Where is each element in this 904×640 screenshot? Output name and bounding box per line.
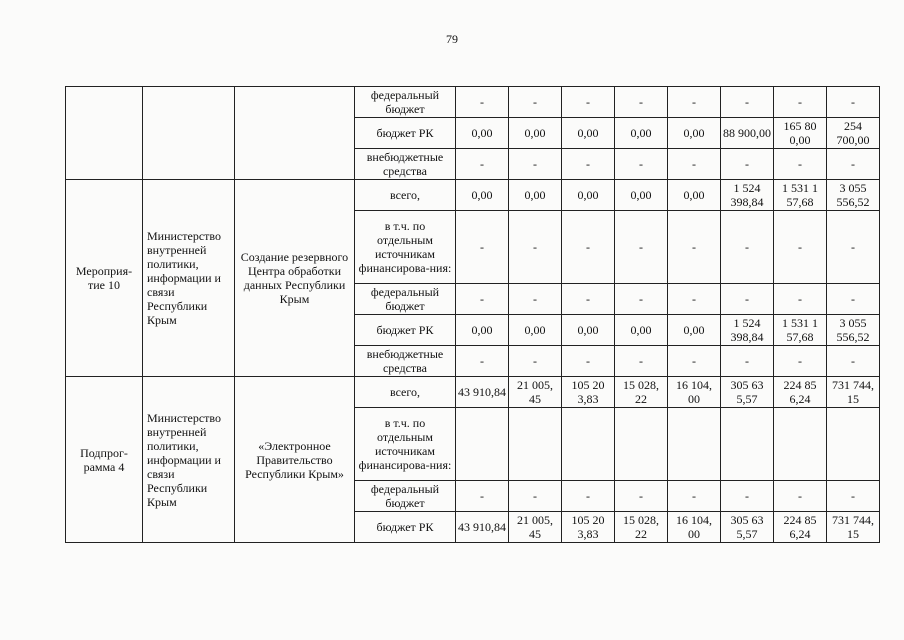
table-cell: 105 20 3,83 xyxy=(562,512,615,543)
table-cell: - xyxy=(456,87,509,118)
funding-source: бюджет РК xyxy=(355,512,456,543)
table-cell: 105 20 3,83 xyxy=(562,377,615,408)
table-cell xyxy=(456,408,509,481)
table-cell xyxy=(774,408,827,481)
table-cell: 0,00 xyxy=(509,180,562,211)
program-name: Создание резервного Центра обработки данных Республики Крым xyxy=(235,180,355,377)
table-cell: - xyxy=(827,87,880,118)
table-cell: 43 910,84 xyxy=(456,377,509,408)
table-cell: - xyxy=(827,211,880,284)
responsible-executor xyxy=(143,87,235,180)
table-cell: - xyxy=(827,346,880,377)
table-cell: - xyxy=(668,149,721,180)
funding-source: в т.ч. по отдельным источникам финансирова-ния: xyxy=(355,211,456,284)
table-cell: - xyxy=(774,87,827,118)
responsible-executor: Министерство внутренней политики, информации и связи Республики Крым xyxy=(143,377,235,543)
table-cell: - xyxy=(509,481,562,512)
table-cell: 0,00 xyxy=(509,118,562,149)
table-cell: - xyxy=(456,284,509,315)
table-cell: - xyxy=(562,481,615,512)
table-cell: - xyxy=(509,149,562,180)
budget-table xyxy=(65,86,880,543)
table-cell: - xyxy=(509,87,562,118)
table-cell: 305 63 5,57 xyxy=(721,377,774,408)
table-cell: - xyxy=(562,149,615,180)
table-cell: - xyxy=(721,284,774,315)
table-cell: - xyxy=(562,211,615,284)
table-cell: - xyxy=(774,346,827,377)
budget-table-body xyxy=(66,87,880,543)
table-cell xyxy=(562,408,615,481)
table-cell: 1 531 1 57,68 xyxy=(774,315,827,346)
page-number: 79 xyxy=(446,32,458,46)
table-cell: 3 055 556,52 xyxy=(827,315,880,346)
table-cell: - xyxy=(668,346,721,377)
table-cell: 3 055 556,52 xyxy=(827,180,880,211)
table-cell xyxy=(827,408,880,481)
funding-source: федеральный бюджет xyxy=(355,284,456,315)
funding-source: внебюджетные средства xyxy=(355,149,456,180)
table-cell: 88 900,00 xyxy=(721,118,774,149)
table-cell: - xyxy=(456,346,509,377)
row-label xyxy=(66,87,143,180)
table-cell: - xyxy=(456,211,509,284)
table-cell: - xyxy=(509,346,562,377)
table-cell: 16 104, 00 xyxy=(668,512,721,543)
table-cell: - xyxy=(774,149,827,180)
table-row xyxy=(66,377,880,408)
table-cell: 254 700,00 xyxy=(827,118,880,149)
table-cell: - xyxy=(721,149,774,180)
funding-source: бюджет РК xyxy=(355,118,456,149)
table-cell: - xyxy=(721,87,774,118)
table-cell: 16 104, 00 xyxy=(668,377,721,408)
table-cell: - xyxy=(615,211,668,284)
table-cell: - xyxy=(615,481,668,512)
table-cell: 43 910,84 xyxy=(456,512,509,543)
table-cell: 305 63 5,57 xyxy=(721,512,774,543)
table-cell: 0,00 xyxy=(456,315,509,346)
program-name: «Электронное Правительство Республики Крым» xyxy=(235,377,355,543)
table-cell: 731 744, 15 xyxy=(827,377,880,408)
table-cell: 0,00 xyxy=(668,315,721,346)
funding-source: бюджет РК xyxy=(355,315,456,346)
table-cell: - xyxy=(668,211,721,284)
table-cell: 15 028, 22 xyxy=(615,377,668,408)
table-cell: - xyxy=(721,346,774,377)
program-name xyxy=(235,87,355,180)
table-cell: 0,00 xyxy=(456,180,509,211)
table-cell: - xyxy=(774,284,827,315)
table-cell xyxy=(509,408,562,481)
table-cell: - xyxy=(774,211,827,284)
table-cell: 21 005, 45 xyxy=(509,377,562,408)
table-cell: - xyxy=(615,346,668,377)
table-cell: 21 005, 45 xyxy=(509,512,562,543)
table-cell: - xyxy=(721,481,774,512)
funding-source: федеральный бюджет xyxy=(355,87,456,118)
table-cell: 0,00 xyxy=(668,118,721,149)
table-cell: - xyxy=(562,87,615,118)
table-cell: - xyxy=(562,346,615,377)
table-cell: - xyxy=(721,211,774,284)
funding-source: внебюджетные средства xyxy=(355,346,456,377)
table-cell: 731 744, 15 xyxy=(827,512,880,543)
table-cell: 224 85 6,24 xyxy=(774,512,827,543)
table-cell: - xyxy=(668,87,721,118)
table-cell: 1 531 1 57,68 xyxy=(774,180,827,211)
table-cell: - xyxy=(668,284,721,315)
table-cell: 0,00 xyxy=(615,118,668,149)
table-cell: 0,00 xyxy=(668,180,721,211)
table-cell: 165 80 0,00 xyxy=(774,118,827,149)
table-cell: 1 524 398,84 xyxy=(721,315,774,346)
table-cell: - xyxy=(615,87,668,118)
table-cell: - xyxy=(456,481,509,512)
table-cell: 0,00 xyxy=(562,118,615,149)
table-cell xyxy=(615,408,668,481)
table-cell: 1 524 398,84 xyxy=(721,180,774,211)
funding-source: всего, xyxy=(355,180,456,211)
table-cell: 224 85 6,24 xyxy=(774,377,827,408)
table-cell: - xyxy=(509,211,562,284)
funding-source: федеральный бюджет xyxy=(355,481,456,512)
table-cell: - xyxy=(615,284,668,315)
table-cell: 0,00 xyxy=(615,180,668,211)
table-cell: - xyxy=(509,284,562,315)
funding-source: в т.ч. по отдельным источникам финансирова-ния: xyxy=(355,408,456,481)
table-cell: 0,00 xyxy=(509,315,562,346)
table-cell: 0,00 xyxy=(562,315,615,346)
table-cell: - xyxy=(562,284,615,315)
table-cell xyxy=(721,408,774,481)
table-cell: - xyxy=(668,481,721,512)
row-label: Мероприя-тие 10 xyxy=(66,180,143,377)
table-cell xyxy=(668,408,721,481)
table-cell: - xyxy=(827,149,880,180)
table-cell: - xyxy=(827,284,880,315)
table-cell: 0,00 xyxy=(615,315,668,346)
funding-source: всего, xyxy=(355,377,456,408)
responsible-executor: Министерство внутренней политики, информации и связи Республики Крым xyxy=(143,180,235,377)
row-label: Подпрог-рамма 4 xyxy=(66,377,143,543)
table-cell: 0,00 xyxy=(456,118,509,149)
table-cell: 0,00 xyxy=(562,180,615,211)
table-cell: - xyxy=(615,149,668,180)
table-row xyxy=(66,180,880,211)
table-cell: - xyxy=(456,149,509,180)
table-cell: 15 028, 22 xyxy=(615,512,668,543)
table-row xyxy=(66,87,880,118)
table-cell: - xyxy=(774,481,827,512)
table-cell: - xyxy=(827,481,880,512)
